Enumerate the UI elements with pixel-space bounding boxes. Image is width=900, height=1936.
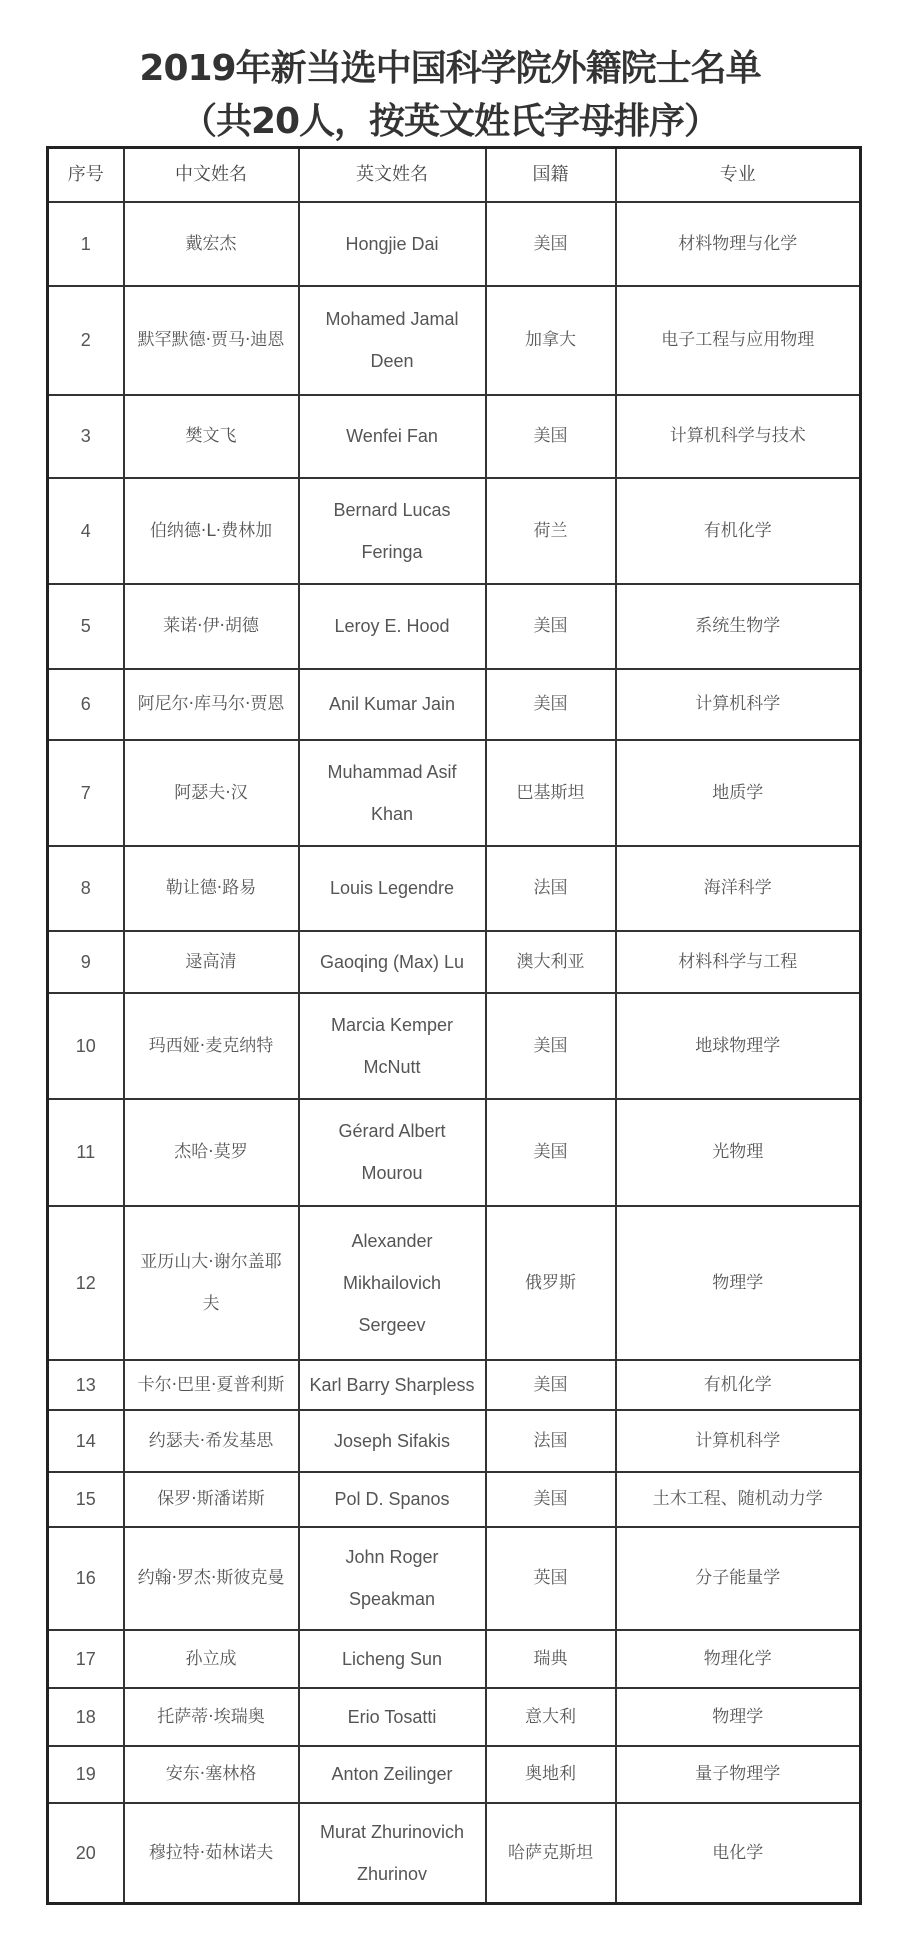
- cell-no: 10: [48, 993, 124, 1099]
- cell-english-name: [299, 395, 486, 478]
- table-row: [48, 1688, 861, 1746]
- cell-nationality: 奥地利: [486, 1746, 616, 1803]
- cell-nationality: 澳大利亚: [486, 931, 616, 993]
- page-title: 2019年新当选中国科学院外籍院士名单: [139, 48, 761, 89]
- cell-no: 15: [48, 1472, 124, 1527]
- cell-chinese-name: [124, 395, 299, 478]
- cell-chinese-name: [124, 993, 299, 1099]
- cell-nationality: 美国: [486, 993, 616, 1099]
- cell-nationality: 俄罗斯: [486, 1206, 616, 1360]
- cell-field: 量子物理学: [616, 1746, 861, 1803]
- table-row: [48, 1803, 861, 1904]
- table-header-row: [48, 148, 861, 202]
- english-name-line: Louis Legendre: [329, 878, 455, 898]
- cell-field: 土木工程、随机动力学: [616, 1472, 861, 1527]
- cell-field: 地质学: [616, 740, 861, 846]
- table-row: [48, 1630, 861, 1688]
- chinese-name-line: 杰哈·莫罗: [174, 1142, 248, 1162]
- table-row: [48, 846, 861, 931]
- english-name-line: Muhammad Asif: [327, 761, 457, 782]
- table-row: [48, 1099, 861, 1206]
- cell-english-name: [299, 202, 486, 286]
- cell-nationality: 美国: [486, 395, 616, 478]
- cell-field: 有机化学: [616, 478, 861, 584]
- cell-english-name: [299, 1410, 486, 1472]
- cell-field: 物理化学: [616, 1630, 861, 1688]
- table-row: [48, 202, 861, 286]
- english-name-line: Marcia Kemper: [330, 1014, 454, 1035]
- cell-nationality: 哈萨克斯坦: [486, 1803, 616, 1904]
- english-name-line: Khan: [370, 803, 414, 824]
- english-name-line: Leroy E. Hood: [334, 616, 450, 636]
- english-name-line: Deen: [370, 351, 414, 371]
- cell-nationality: 美国: [486, 1472, 616, 1527]
- chinese-name-line: 保罗·斯潘诺斯: [157, 1489, 265, 1509]
- chinese-name-line: 孙立成: [185, 1648, 237, 1669]
- english-name-line: Bernard Lucas: [333, 499, 451, 520]
- cell-nationality: 美国: [486, 1360, 616, 1410]
- cell-english-name: [299, 1746, 486, 1803]
- cell-nationality: 巴基斯坦: [486, 740, 616, 846]
- cell-english-name: [299, 993, 486, 1099]
- cell-field: 有机化学: [616, 1360, 861, 1410]
- cell-nationality: 法国: [486, 846, 616, 931]
- cell-nationality: 美国: [486, 584, 616, 669]
- cell-chinese-name: [124, 1206, 299, 1360]
- cell-no: 12: [48, 1206, 124, 1360]
- table-row: [48, 669, 861, 740]
- cell-nationality: 美国: [486, 1099, 616, 1206]
- table-row: [48, 478, 861, 584]
- cell-nationality: 美国: [486, 202, 616, 286]
- cell-chinese-name: [124, 1688, 299, 1746]
- chinese-name-line: 玛西娅·麦克纳特: [148, 1035, 274, 1056]
- english-name-line: Zhurinov: [356, 1863, 428, 1884]
- cell-english-name: [299, 1099, 486, 1206]
- cell-chinese-name: [124, 669, 299, 740]
- cell-field: 计算机科学: [616, 1410, 861, 1472]
- header-nationality: 国籍: [486, 148, 616, 202]
- cell-chinese-name: [124, 478, 299, 584]
- english-name-line: Speakman: [348, 1589, 436, 1609]
- cell-english-name: [299, 1803, 486, 1904]
- cell-field: 系统生物学: [616, 584, 861, 669]
- cell-english-name: [299, 669, 486, 740]
- cell-nationality: 荷兰: [486, 478, 616, 584]
- cell-chinese-name: [124, 584, 299, 669]
- table-row: [48, 1360, 861, 1410]
- cell-field: 计算机科学与技术: [616, 395, 861, 478]
- cell-english-name: [299, 1360, 486, 1410]
- english-name-line: Licheng Sun: [341, 1648, 443, 1669]
- cell-chinese-name: [124, 1360, 299, 1410]
- cell-chinese-name: [124, 1410, 299, 1472]
- cell-nationality: 加拿大: [486, 286, 616, 395]
- english-name-line: Wenfei Fan: [346, 426, 438, 446]
- cell-english-name: [299, 584, 486, 669]
- cell-chinese-name: [124, 286, 299, 395]
- cell-field: 物理学: [616, 1688, 861, 1746]
- chinese-name-line: 约瑟夫·希发基思: [148, 1430, 274, 1451]
- cell-field: 材料物理与化学: [616, 202, 861, 286]
- cell-field: 材料科学与工程: [616, 931, 861, 993]
- chinese-name-line: 阿尼尔·库马尔·贾恩: [137, 694, 285, 714]
- table-row: [48, 1410, 861, 1472]
- chinese-name-line: 卡尔·巴里·夏普利斯: [137, 1374, 285, 1395]
- cell-no: 19: [48, 1746, 124, 1803]
- english-name-line: Mikhailovich: [342, 1272, 442, 1293]
- cell-english-name: [299, 931, 486, 993]
- table-row: [48, 286, 861, 395]
- english-name-line: Anton Zeilinger: [331, 1764, 453, 1784]
- english-name-line: Alexander: [351, 1230, 433, 1251]
- header-chinese-name: 中文姓名: [124, 148, 299, 202]
- chinese-name-line: 戴宏杰: [185, 233, 237, 254]
- chinese-name-line: 约翰·罗杰·斯彼克曼: [137, 1568, 285, 1588]
- cell-chinese-name: [124, 1630, 299, 1688]
- cell-chinese-name: [124, 740, 299, 846]
- cell-no: 6: [48, 669, 124, 740]
- table-row: [48, 1206, 861, 1360]
- table-row: [48, 740, 861, 846]
- cell-english-name: [299, 740, 486, 846]
- chinese-name-line: 托萨蒂·埃瑞奥: [157, 1706, 265, 1727]
- cell-english-name: [299, 1630, 486, 1688]
- cell-nationality: 美国: [486, 669, 616, 740]
- english-name-line: Gérard Albert: [338, 1121, 446, 1141]
- table-row: [48, 993, 861, 1099]
- english-name-line: McNutt: [363, 1056, 421, 1077]
- english-name-line: Murat Zhurinovich: [319, 1821, 465, 1842]
- cell-no: 17: [48, 1630, 124, 1688]
- cell-no: 8: [48, 846, 124, 931]
- chinese-name-line: 穆拉特·茹林诺夫: [148, 1842, 274, 1863]
- cell-no: 9: [48, 931, 124, 993]
- page-subtitle: （共20人，按英文姓氏字母排序）: [180, 101, 720, 142]
- cell-field: 电化学: [616, 1803, 861, 1904]
- cell-no: 3: [48, 395, 124, 478]
- cell-nationality: 英国: [486, 1527, 616, 1630]
- chinese-name-line: 勒让德·路易: [165, 878, 257, 898]
- english-name-line: Pol D. Spanos: [334, 1489, 450, 1509]
- english-name-line: Joseph Sifakis: [333, 1430, 451, 1451]
- english-name-line: Gaoqing (Max) Lu: [319, 951, 465, 972]
- chinese-name-line: 樊文飞: [185, 426, 237, 446]
- chinese-name-line: 安东·塞林格: [165, 1764, 257, 1784]
- chinese-name-line: 亚历山大·谢尔盖耶: [140, 1251, 282, 1272]
- cell-no: 20: [48, 1803, 124, 1904]
- cell-english-name: [299, 1527, 486, 1630]
- english-name-line: Feringa: [361, 541, 423, 562]
- english-name-line: Hongjie Dai: [345, 233, 439, 254]
- header-field: 专业: [616, 148, 861, 202]
- cell-english-name: [299, 1472, 486, 1527]
- cell-field: 光物理: [616, 1099, 861, 1206]
- chinese-name-line: 阿瑟夫·汉: [174, 782, 248, 803]
- cell-no: 4: [48, 478, 124, 584]
- cell-field: 海洋科学: [616, 846, 861, 931]
- cell-field: 分子能量学: [616, 1527, 861, 1630]
- cell-chinese-name: [124, 1746, 299, 1803]
- table-row: [48, 1746, 861, 1803]
- cell-english-name: [299, 1688, 486, 1746]
- cell-nationality: 瑞典: [486, 1630, 616, 1688]
- english-name-line: Sergeev: [358, 1314, 426, 1335]
- cell-nationality: 意大利: [486, 1688, 616, 1746]
- cell-chinese-name: [124, 931, 299, 993]
- english-name-line: Erio Tosatti: [347, 1706, 437, 1727]
- cell-nationality: 法国: [486, 1410, 616, 1472]
- cell-no: 5: [48, 584, 124, 669]
- cell-field: 计算机科学: [616, 669, 861, 740]
- academician-table: [46, 146, 862, 1905]
- cell-english-name: [299, 1206, 486, 1360]
- chinese-name-line: 莱诺·伊·胡德: [163, 616, 259, 636]
- english-name-line: Anil Kumar Jain: [328, 694, 456, 714]
- header-english-name: 英文姓名: [299, 148, 486, 202]
- chinese-name-line: 夫: [202, 1293, 220, 1314]
- header-no: 序号: [48, 148, 124, 202]
- cell-chinese-name: [124, 202, 299, 286]
- cell-no: 14: [48, 1410, 124, 1472]
- english-name-line: John Roger: [345, 1547, 439, 1567]
- english-name-line: Mourou: [361, 1163, 423, 1183]
- cell-no: 1: [48, 202, 124, 286]
- table-row: [48, 584, 861, 669]
- cell-no: 18: [48, 1688, 124, 1746]
- cell-chinese-name: [124, 846, 299, 931]
- cell-no: 11: [48, 1099, 124, 1206]
- cell-no: 2: [48, 286, 124, 395]
- table-row: [48, 1472, 861, 1527]
- chinese-name-line: 逯高清: [185, 951, 237, 972]
- cell-chinese-name: [124, 1099, 299, 1206]
- table-row: [48, 1527, 861, 1630]
- cell-chinese-name: [124, 1472, 299, 1527]
- table-row: [48, 931, 861, 993]
- english-name-line: Mohamed Jamal: [325, 309, 459, 329]
- cell-field: 电子工程与应用物理: [616, 286, 861, 395]
- english-name-line: Karl Barry Sharpless: [309, 1374, 475, 1395]
- cell-chinese-name: [124, 1527, 299, 1630]
- cell-no: 16: [48, 1527, 124, 1630]
- cell-no: 13: [48, 1360, 124, 1410]
- cell-english-name: [299, 846, 486, 931]
- cell-no: 7: [48, 740, 124, 846]
- cell-field: 地球物理学: [616, 993, 861, 1099]
- cell-english-name: [299, 286, 486, 395]
- table-row: [48, 395, 861, 478]
- cell-english-name: [299, 478, 486, 584]
- cell-chinese-name: [124, 1803, 299, 1904]
- chinese-name-line: 默罕默德·贾马·迪恩: [137, 330, 285, 350]
- cell-field: 物理学: [616, 1206, 861, 1360]
- chinese-name-line: 伯纳德·L·费林加: [149, 520, 273, 541]
